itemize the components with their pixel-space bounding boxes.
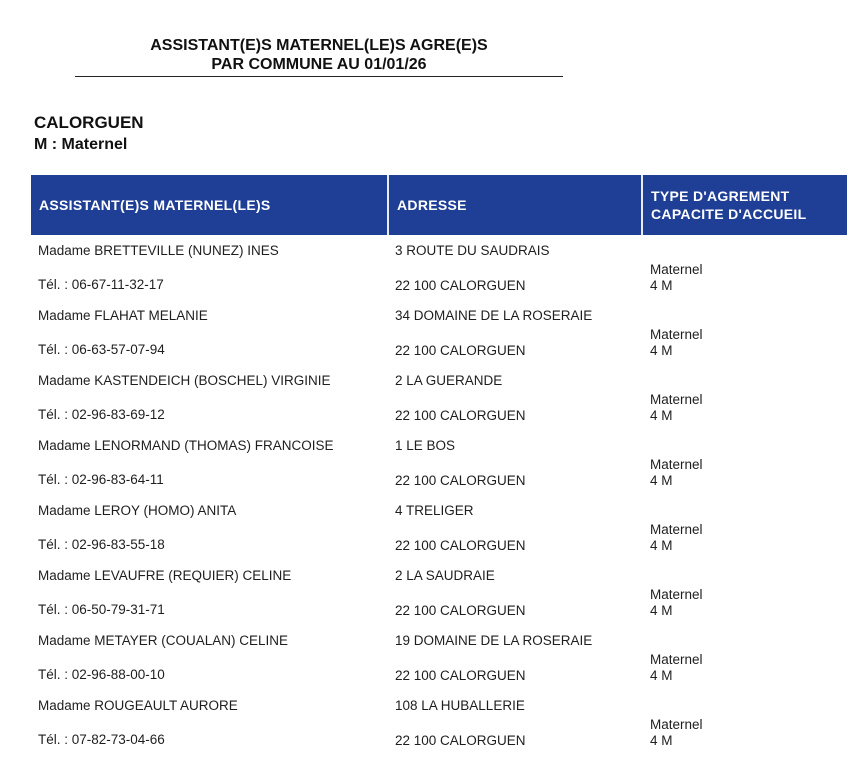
capacity: 4 M — [650, 733, 673, 748]
postal-city: 22 100 CALORGUEN — [395, 538, 526, 553]
address-line: 4 TRELIGER — [395, 503, 474, 518]
capacity: 4 M — [650, 473, 673, 488]
column-divider — [387, 175, 389, 235]
address-line: 1 LE BOS — [395, 438, 456, 453]
address-line: 2 LA GUERANDE — [395, 373, 503, 388]
table-row — [0, 435, 865, 500]
agreement-type: Maternel — [650, 587, 703, 602]
title-line-1: ASSISTANT(E)S MATERNEL(LE)S AGRE(E)S — [150, 37, 488, 54]
column-header-type-line2: CAPACITE D'ACCUEIL — [651, 206, 807, 222]
capacity: 4 M — [650, 408, 673, 423]
table-row — [0, 630, 865, 695]
phone-number: Tél. : 07-82-73-04-66 — [38, 732, 165, 747]
phone-number: Tél. : 02-96-88-00-10 — [38, 667, 165, 682]
table-row — [0, 500, 865, 565]
title-line-2: PAR COMMUNE AU 01/01/26 — [211, 56, 427, 73]
phone-number: Tél. : 06-63-57-07-94 — [38, 342, 165, 357]
agreement-type: Maternel — [650, 652, 703, 667]
column-header-type-line1: TYPE D'AGREMENT — [651, 188, 790, 204]
table-row — [0, 370, 865, 435]
assistant-name: Madame BRETTEVILLE (NUNEZ) INES — [38, 243, 279, 258]
postal-city: 22 100 CALORGUEN — [395, 278, 526, 293]
postal-city: 22 100 CALORGUEN — [395, 668, 526, 683]
address-line: 3 ROUTE DU SAUDRAIS — [395, 243, 550, 258]
column-header-address: ADRESSE — [397, 197, 467, 213]
table-row — [0, 240, 865, 305]
postal-city: 22 100 CALORGUEN — [395, 343, 526, 358]
capacity: 4 M — [650, 668, 673, 683]
address-line: 34 DOMAINE DE LA ROSERAIE — [395, 308, 593, 323]
phone-number: Tél. : 02-96-83-55-18 — [38, 537, 165, 552]
assistant-name: Madame ROUGEAULT AURORE — [38, 698, 238, 713]
capacity: 4 M — [650, 603, 673, 618]
table-row — [0, 305, 865, 370]
address-line: 2 LA SAUDRAIE — [395, 568, 495, 583]
assistant-name: Madame LEVAUFRE (REQUIER) CELINE — [38, 568, 292, 583]
table-row — [0, 695, 865, 760]
phone-number: Tél. : 02-96-83-69-12 — [38, 407, 165, 422]
assistant-name: Madame LENORMAND (THOMAS) FRANCOISE — [38, 438, 334, 453]
phone-number: Tél. : 02-96-83-64-11 — [38, 472, 164, 487]
agreement-type: Maternel — [650, 392, 703, 407]
address-line: 19 DOMAINE DE LA ROSERAIE — [395, 633, 593, 648]
document-title — [75, 36, 563, 77]
table-header — [31, 175, 847, 235]
assistant-name: Madame KASTENDEICH (BOSCHEL) VIRGINIE — [38, 373, 331, 388]
commune-name: CALORGUEN — [34, 113, 144, 132]
postal-city: 22 100 CALORGUEN — [395, 408, 526, 423]
assistant-name: Madame LEROY (HOMO) ANITA — [38, 503, 237, 518]
capacity: 4 M — [650, 278, 673, 293]
agreement-type: Maternel — [650, 262, 703, 277]
table-body — [0, 240, 865, 760]
postal-city: 22 100 CALORGUEN — [395, 733, 526, 748]
postal-city: 22 100 CALORGUEN — [395, 603, 526, 618]
address-line: 108 LA HUBALLERIE — [395, 698, 525, 713]
postal-city: 22 100 CALORGUEN — [395, 473, 526, 488]
column-header-assistant: ASSISTANT(E)S MATERNEL(LE)S — [39, 197, 271, 213]
capacity: 4 M — [650, 343, 673, 358]
column-header-type — [651, 175, 806, 235]
agreement-type: Maternel — [650, 457, 703, 472]
agreement-type: Maternel — [650, 327, 703, 342]
phone-number: Tél. : 06-67-11-32-17 — [38, 277, 164, 292]
assistant-name: Madame METAYER (COUALAN) CELINE — [38, 633, 289, 648]
table-row — [0, 565, 865, 630]
phone-number: Tél. : 06-50-79-31-71 — [38, 602, 165, 617]
agreement-type: Maternel — [650, 717, 703, 732]
column-divider — [641, 175, 643, 235]
legend: M : Maternel — [34, 136, 128, 153]
assistant-name: Madame FLAHAT MELANIE — [38, 308, 208, 323]
capacity: 4 M — [650, 538, 673, 553]
agreement-type: Maternel — [650, 522, 703, 537]
